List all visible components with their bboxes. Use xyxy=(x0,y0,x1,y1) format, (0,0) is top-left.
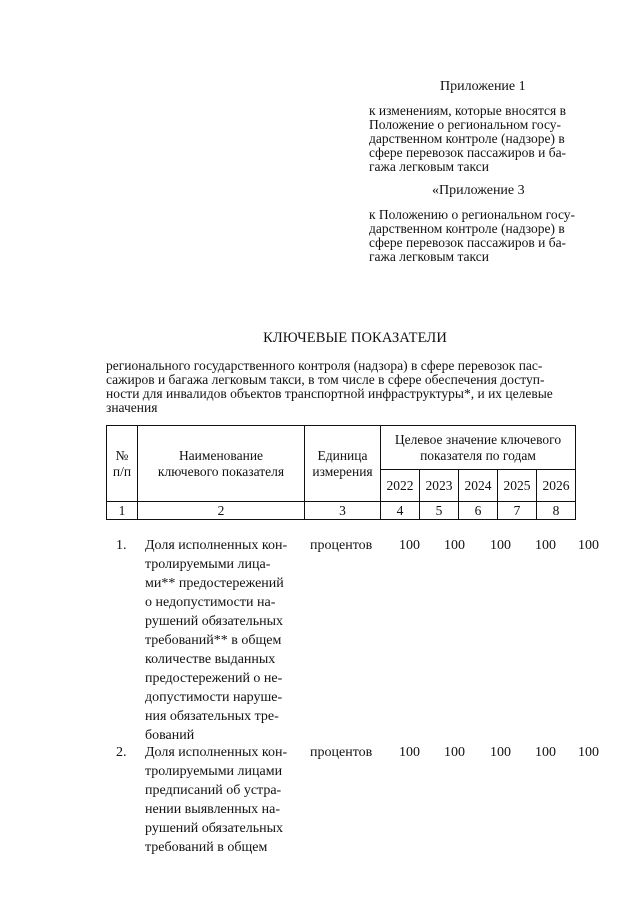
col-number: 1 xyxy=(107,502,138,520)
indicator-unit: процентов xyxy=(310,745,373,760)
indicator-name-line: количестве выданных xyxy=(145,652,276,667)
indicator-name-line: предостережений о не- xyxy=(145,671,283,686)
year-header: 2022 xyxy=(381,470,420,502)
year-header: 2023 xyxy=(420,470,459,502)
col-number: 2 xyxy=(138,502,305,520)
indicator-value: 100 xyxy=(444,745,465,760)
subtitle-line: сажиров и багажа легковым такси, в том числе в сфере обеспечения доступ- xyxy=(106,372,545,387)
col-number: 5 xyxy=(420,502,459,520)
header-text: п/п xyxy=(112,463,132,479)
subtitle-line: регионального государственного контроля (надзора) в сфере перевозок пас- xyxy=(106,358,543,373)
indicator-name-line: Доля исполненных кон- xyxy=(145,538,288,553)
appendix3-note-line: гажа легковым такси xyxy=(369,249,489,264)
indicator-number: 1. xyxy=(116,538,127,553)
header-text: № xyxy=(115,447,129,463)
col-number: 6 xyxy=(459,502,498,520)
appendix3-note-line: сфере перевозок пассажиров и ба- xyxy=(369,235,567,250)
year-header: 2024 xyxy=(459,470,498,502)
col-num-header xyxy=(107,426,138,502)
col-target-header xyxy=(381,426,576,470)
subtitle-line: значения xyxy=(106,400,158,415)
indicator-name-line: Доля исполненных кон- xyxy=(145,745,288,760)
appendix3-note-line: к Положению о региональном госу- xyxy=(369,207,576,222)
header-text: Единица xyxy=(317,447,368,463)
indicator-number: 2. xyxy=(116,745,127,760)
appendix3-label: «Приложение 3 xyxy=(432,183,525,198)
header-text: Наименование xyxy=(178,447,264,463)
indicator-name-line: требований** в общем xyxy=(145,633,282,648)
header-text: Целевое значение ключевого xyxy=(394,431,562,447)
indicator-value: 100 xyxy=(578,745,599,760)
appendix-note xyxy=(369,104,602,174)
appendix-note-line: Положение о региональном госу- xyxy=(369,117,562,132)
indicator-value: 100 xyxy=(399,538,420,553)
indicator-name-line: нении выявленных на- xyxy=(145,802,281,817)
appendix3-note-line: дарственном контроле (надзоре) в xyxy=(369,221,565,236)
appendix-note-line: сфере перевозок пассажиров и ба- xyxy=(369,145,567,160)
appendix-note-line: к изменениям, которые вносятся в xyxy=(369,103,567,118)
indicator-name-line: ми** предостережений xyxy=(145,576,284,591)
indicator-value: 100 xyxy=(535,745,556,760)
indicator-name-line: тролируемыми лицами xyxy=(145,764,283,779)
indicator-name-line: рушений обязательных xyxy=(145,614,283,629)
year-header: 2026 xyxy=(537,470,576,502)
indicator-value: 100 xyxy=(535,538,556,553)
col-number: 7 xyxy=(498,502,537,520)
indicator-name-line: тролируемыми лица- xyxy=(145,557,271,572)
indicator-value: 100 xyxy=(399,745,420,760)
indicator-name-line: о недопустимости на- xyxy=(145,595,276,610)
header-text: показателя по годам xyxy=(420,447,536,463)
appendix3-note xyxy=(369,208,602,264)
indicator-name-line: допустимости наруше- xyxy=(145,690,283,705)
col-number: 4 xyxy=(381,502,420,520)
appendix-note-line: дарственном контроле (надзоре) в xyxy=(369,131,565,146)
indicator-name-line: ния обязательных тре- xyxy=(145,709,279,724)
indicator-name-line: рушений обязательных xyxy=(145,821,283,836)
header-text: измерения xyxy=(312,463,373,479)
indicator-name xyxy=(145,536,299,745)
indicator-value: 100 xyxy=(444,538,465,553)
indicator-value: 100 xyxy=(578,538,599,553)
document-title: КЛЮЧЕВЫЕ ПОКАЗАТЕЛИ xyxy=(263,330,447,346)
indicator-name-line: требований в общем xyxy=(145,840,268,855)
indicator-unit: процентов xyxy=(310,538,373,553)
header-text: ключевого показателя xyxy=(157,463,285,479)
appendix-label: Приложение 1 xyxy=(440,79,526,94)
indicator-name-line: предписаний об устра- xyxy=(145,783,282,798)
appendix-note-line: гажа легковым такси xyxy=(369,159,489,174)
indicator-value: 100 xyxy=(490,745,511,760)
col-number: 8 xyxy=(537,502,576,520)
subtitle-line: ности для инвалидов объектов транспортной инфраструктуры*, и их целевые xyxy=(106,386,553,401)
col-number: 3 xyxy=(305,502,381,520)
document-subtitle xyxy=(106,359,606,415)
indicator-value: 100 xyxy=(490,538,511,553)
year-header: 2025 xyxy=(498,470,537,502)
col-name-header xyxy=(138,426,305,502)
indicator-name xyxy=(145,743,299,857)
indicator-name-line: бований xyxy=(145,728,195,743)
col-unit-header xyxy=(305,426,381,502)
indicators-header-table xyxy=(106,425,576,520)
